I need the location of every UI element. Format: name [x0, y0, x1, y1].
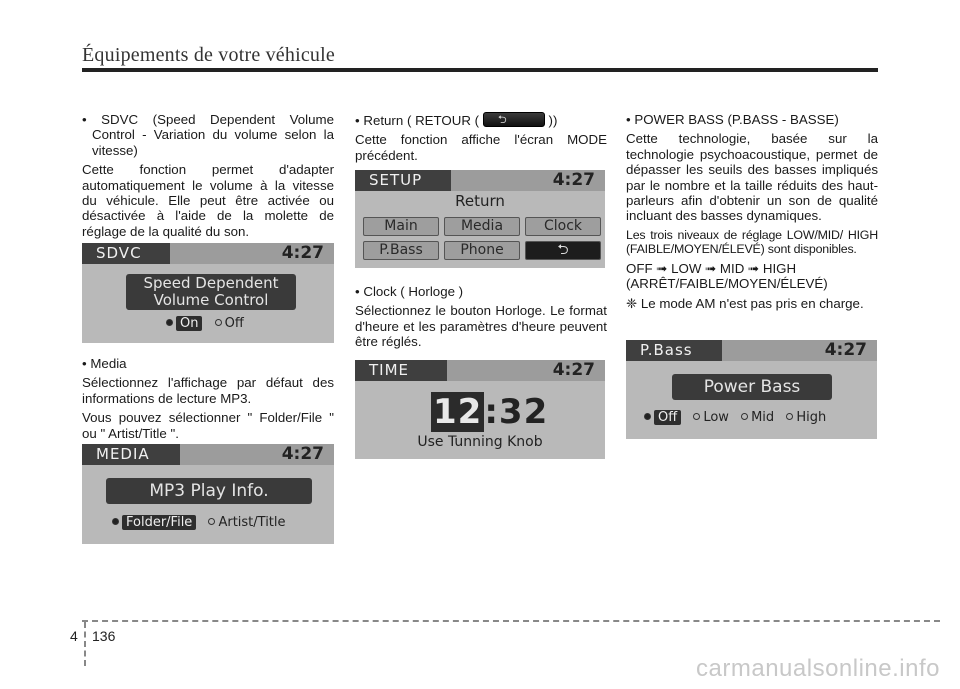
- clock-text: Sélectionnez le bouton Horloge. Le format d'heure et les paramètres d'heure peuvent être réglés.: [355, 303, 607, 350]
- header-rule: [82, 68, 878, 72]
- page-number: 136: [92, 628, 116, 644]
- am-note: ❈ Le mode AM n'est pas pris en charge.: [626, 295, 864, 311]
- footer-divider: [84, 622, 86, 666]
- menu-phone: Phone: [444, 241, 520, 260]
- clock-display: 12:32: [433, 392, 549, 432]
- menu-pbass: P.Bass: [363, 241, 439, 260]
- chapter-number: 4: [70, 628, 78, 644]
- levels-text: Les trois niveaux de réglage LOW/MID/ HIGH (FAIBLE/MOYEN/ÉLEVÉ) sont disponibles.: [626, 227, 878, 257]
- menu-media: Media: [444, 217, 520, 236]
- pbass-screen: [626, 340, 877, 439]
- return-text: Cette fonction affiche l'écran MODE précédent.: [355, 132, 607, 163]
- screen-tab: MEDIA: [82, 444, 180, 465]
- setup-heading: Return: [455, 192, 505, 210]
- media-text-1: Sélectionnez l'affichage par défaut des informations de lecture MP3.: [82, 375, 334, 406]
- media-banner: MP3 Play Info.: [106, 478, 312, 504]
- column-2-clock: [355, 284, 607, 354]
- screen-time: 4:27: [281, 444, 324, 464]
- column-1: [82, 112, 334, 243]
- clock-hint: Use Tunning Knob: [417, 434, 543, 450]
- return-button-icon: ⮌: [483, 112, 545, 127]
- pbass-banner: Power Bass: [672, 374, 832, 400]
- pbass-options: [644, 410, 834, 425]
- footer-rule: [82, 620, 940, 622]
- bass-bullet: • POWER BASS (P.BASS - BASSE): [626, 112, 839, 127]
- column-3: [626, 112, 878, 315]
- sequence-en: OFF ➟ LOW ➟ MID ➟ HIGH: [626, 261, 797, 277]
- sdvc-text: Cette fonction permet d'adapter automatiquement le volume à la vitesse du véhicule. Elle peut être activée ou désactivée à l'aide de la molette de réglage de la qualité du son.: [82, 162, 334, 239]
- menu-clock: Clock: [525, 217, 601, 236]
- screen-tab: SETUP: [355, 170, 451, 191]
- menu-main: Main: [363, 217, 439, 236]
- media-options: [112, 515, 294, 530]
- screen-time: 4:27: [552, 360, 595, 380]
- sequence-fr: (ARRÊT/FAIBLE/MOYEN/ÉLEVÉ): [626, 276, 828, 292]
- setup-menu-grid: [363, 217, 601, 260]
- setup-screen: [355, 170, 605, 268]
- column-1-media: [82, 356, 334, 445]
- screen-time: 4:27: [824, 340, 867, 360]
- option-low: Low: [693, 410, 729, 425]
- media-text-2: Vous pouvez sélectionner " Folder/File " ou " Artist/Title ".: [82, 410, 334, 441]
- menu-return-icon: ⮌: [525, 241, 601, 260]
- option-mid: Mid: [741, 410, 774, 425]
- sdvc-options: [166, 316, 252, 331]
- bass-text: Cette technologie, basée sur la technologie psychoacoustique, permet de dépasser les seuils des basses impliqués par le nombre et la taille réduits des haut-parleurs afin d'obtenir un son de qualité incluant des basses dynamiques.: [626, 131, 878, 224]
- screen-tab: SDVC: [82, 243, 170, 264]
- column-2: [355, 112, 607, 167]
- media-screen: [82, 444, 334, 544]
- sdvc-bullet: • SDVC (Speed Dependent Volume Control - Variation du volume selon la vitesse): [82, 112, 334, 158]
- return-bullet: • Return ( RETOUR ( ⮌ )): [355, 113, 558, 128]
- time-screen: [355, 360, 605, 459]
- page-title: Équipements de votre véhicule: [82, 44, 335, 66]
- clock-bullet: • Clock ( Horloge ): [355, 284, 464, 299]
- option-off: Off: [644, 410, 681, 425]
- watermark: carmanualsonline.info: [696, 655, 940, 682]
- screen-time: 4:27: [281, 243, 324, 263]
- screen-tab: P.Bass: [626, 340, 722, 361]
- option-folder-file: Folder/File: [112, 515, 196, 530]
- sdvc-screen: [82, 243, 334, 343]
- screen-time: 4:27: [552, 170, 595, 190]
- option-on: On: [166, 316, 202, 331]
- sdvc-banner: Speed Dependent Volume Control: [126, 274, 296, 310]
- media-bullet: • Media: [82, 356, 127, 371]
- option-artist-title: Artist/Title: [208, 515, 285, 530]
- option-off: Off: [215, 316, 244, 331]
- screen-tab: TIME: [355, 360, 447, 381]
- option-high: High: [786, 410, 826, 425]
